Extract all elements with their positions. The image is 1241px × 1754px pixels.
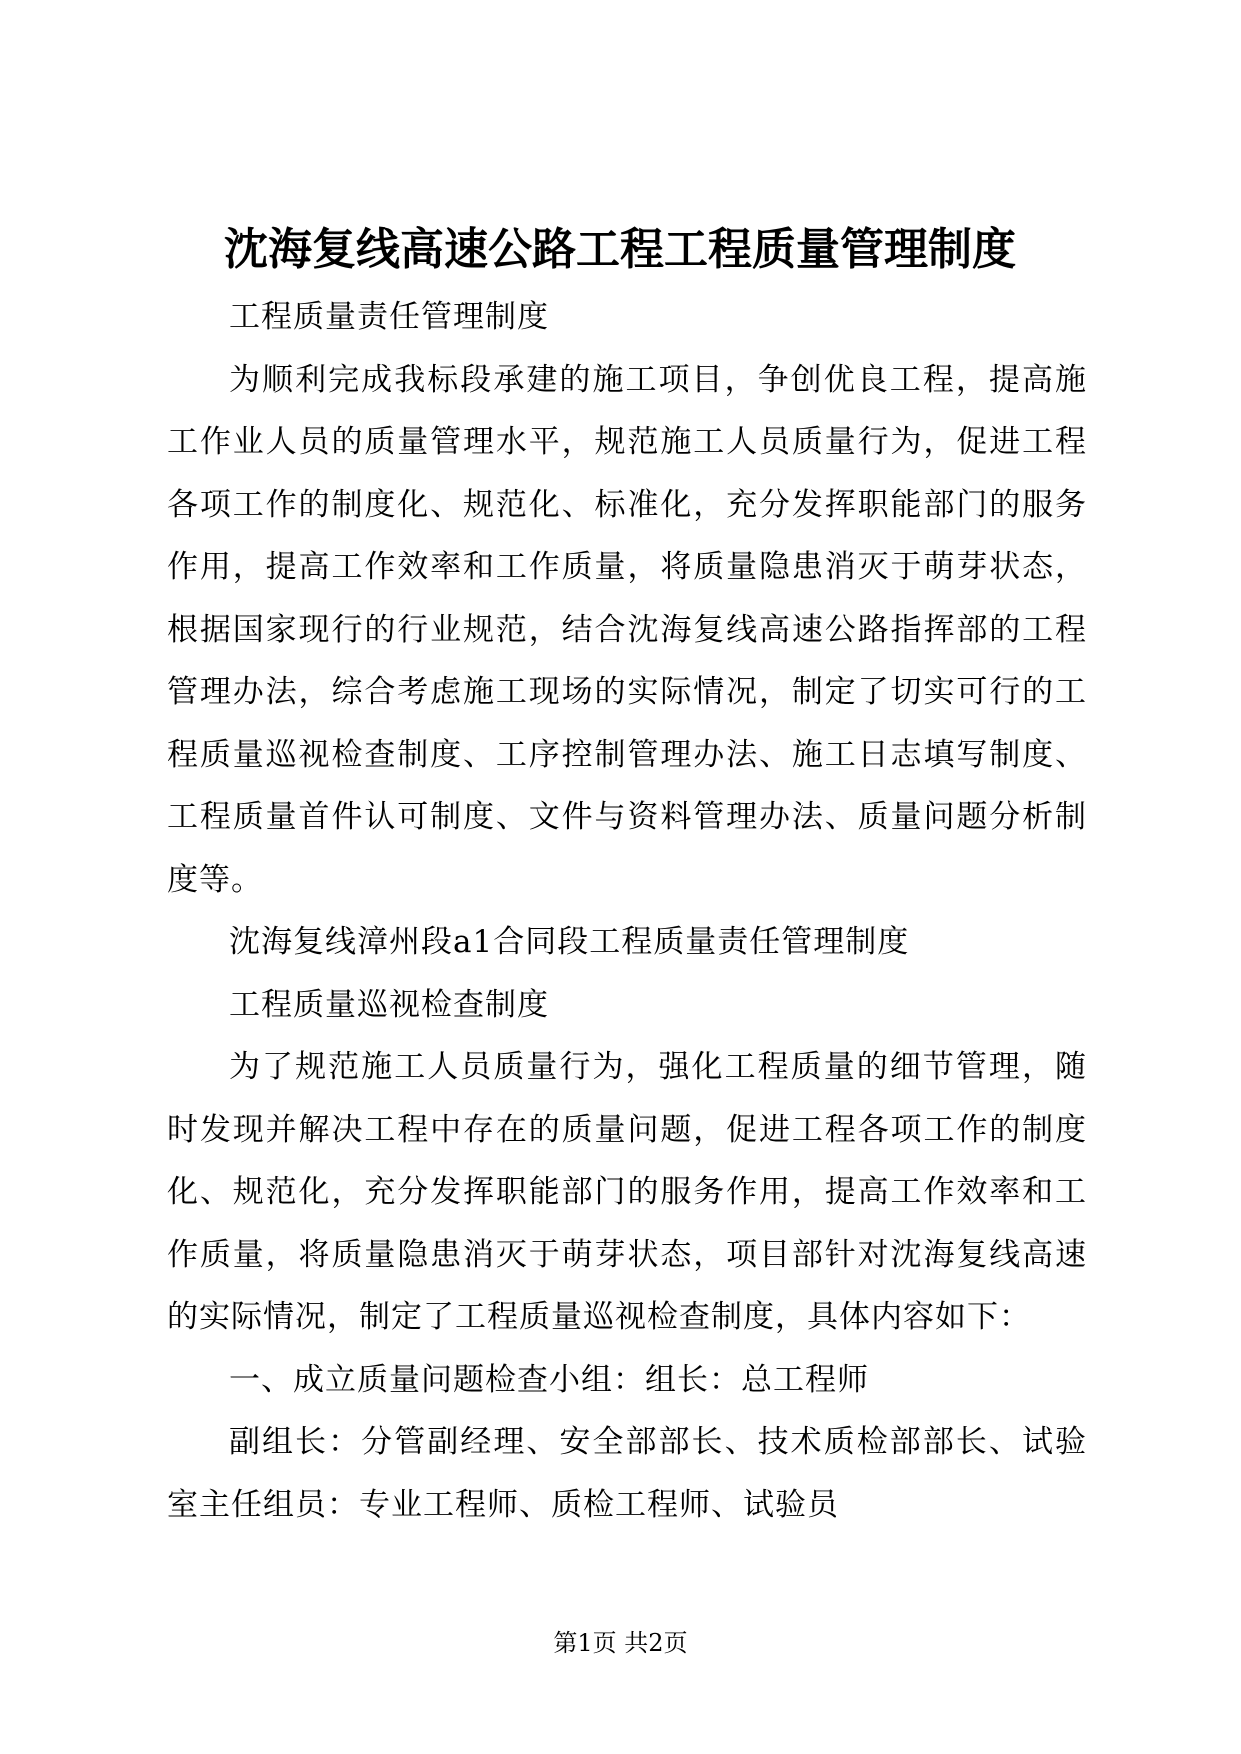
paragraph-team-leader: 一、成立质量问题检查小组：组长：总工程师 [229,1361,869,1398]
document-body [167,286,1087,1536]
document-title: 沈海复线高速公路工程工程质量管理制度 [224,224,1016,275]
paragraph-contract-heading: 沈海复线漳州段a1合同段工程质量责任管理制度 [229,924,910,960]
paragraph-intro: 为顺利完成我标段承建的施工项目，争创优良工程，提高施工作业人员的质量管理水平，规范施工人员质量行为，促进工程各项工作的制度化、规范化、标准化，充分发挥职能部门的服务作用，提高工作效率和工作质量，将质量隐患消灭于萌芽状态，根据国家现行的行业规范，结合沈海复线高速公路指挥部的工程管理办法，综合考虑施工现场的实际情况，制定了切实可行的工程质量巡视检查制度、工序控制管理办法、施工日志填写制度、工程质量首件认可制度、文件与资料管理办法、质量问题分析制度等。 [167,361,1087,898]
paragraph-inspection-heading: 工程质量巡视检查制度 [229,986,549,1023]
page-number-footer: 第1页 共2页 [553,1629,688,1657]
paragraph-inspection-body: 为了规范施工人员质量行为，强化工程质量的细节管理，随时发现并解决工程中存在的质量问题，促进工程各项工作的制度化、规范化，充分发挥职能部门的服务作用，提高工作效率和工作质量，将质量隐患消灭于萌芽状态，项目部针对沈海复线高速的实际情况，制定了工程质量巡视检查制度，具体内容如下： [167,1049,1087,1335]
paragraph-team-members: 副组长：分管副经理、安全部部长、技术质检部部长、试验室主任组员：专业工程师、质检工程师、试验员 [167,1424,1087,1523]
paragraph-section-heading: 工程质量责任管理制度 [229,299,549,335]
